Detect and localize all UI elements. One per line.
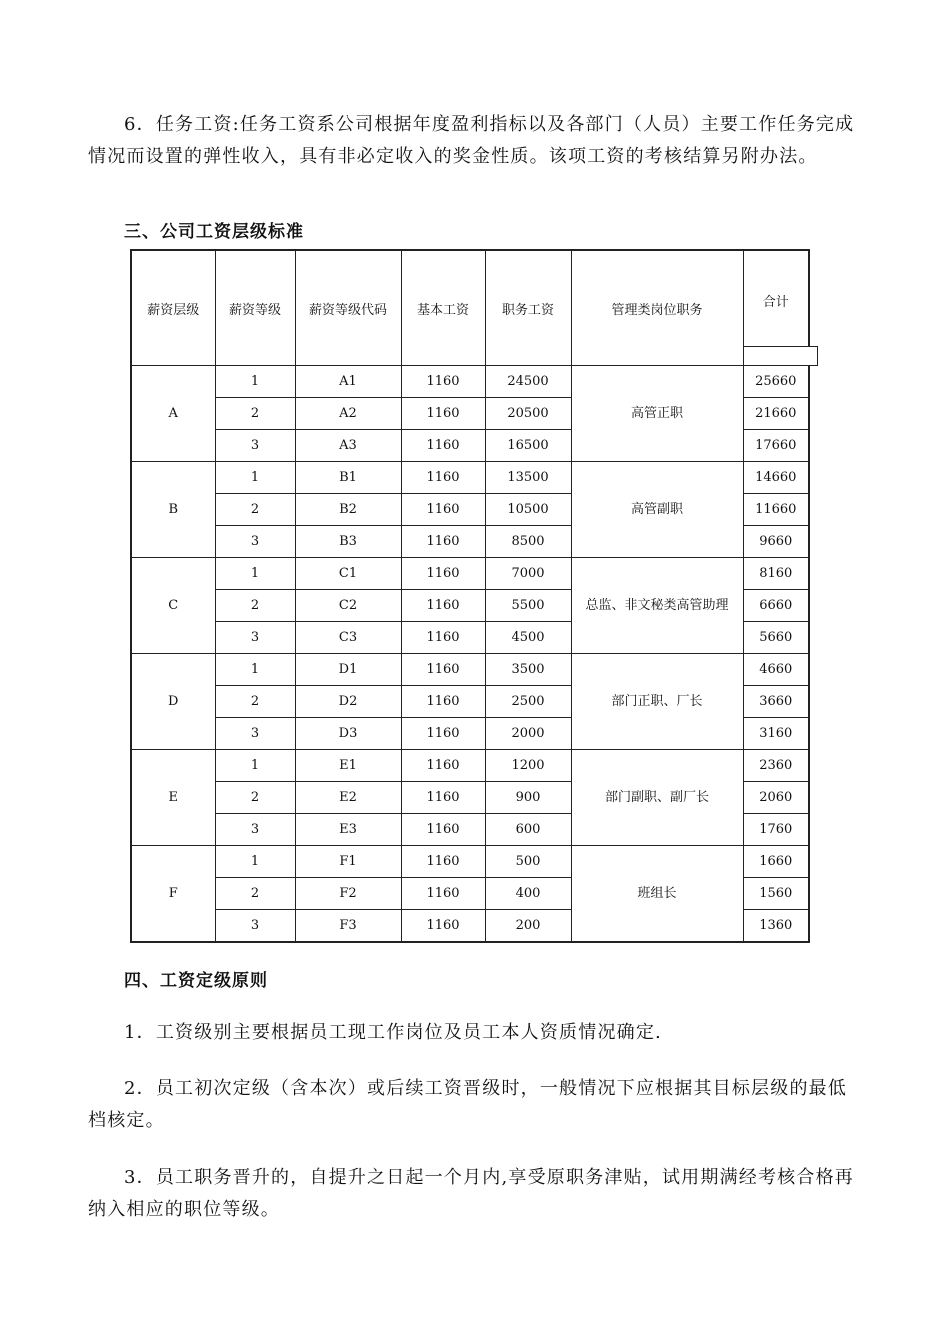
cell-code: E3 bbox=[295, 814, 401, 846]
cell-duty-wage: 13500 bbox=[485, 462, 571, 494]
cell-total: 4660 bbox=[743, 654, 809, 686]
cell-total: 11660 bbox=[743, 494, 809, 526]
paragraph-principle-1: 1．工资级别主要根据员工现工作岗位及员工本人资质情况确定. bbox=[124, 1022, 662, 1043]
cell-grade: 2 bbox=[215, 398, 295, 430]
cell-code: D1 bbox=[295, 654, 401, 686]
cell-total: 5660 bbox=[743, 622, 809, 654]
cell-base-wage: 1160 bbox=[401, 718, 485, 750]
cell-position: 部门副职、副厂长 bbox=[571, 750, 743, 846]
cell-base-wage: 1160 bbox=[401, 494, 485, 526]
cell-code: F3 bbox=[295, 910, 401, 943]
cell-total: 9660 bbox=[743, 526, 809, 558]
cell-code: A2 bbox=[295, 398, 401, 430]
salary-level-table bbox=[130, 249, 810, 943]
paragraph-task-wage: 6．任务工资:任务工资系公司根据年度盈利指标以及各部门（人员）主要工作任务完成情况而设置的弹性收入，具有非必定收入的奖金性质。该项工资的考核结算另附办法。 bbox=[88, 114, 855, 167]
cell-code: B1 bbox=[295, 462, 401, 494]
cell-base-wage: 1160 bbox=[401, 686, 485, 718]
cell-grade: 3 bbox=[215, 718, 295, 750]
paragraph-principle-2: 2．员工初次定级（含本次）或后续工资晋级时，一般情况下应根据其目标层级的最低档核定。 bbox=[88, 1078, 848, 1131]
cell-duty-wage: 5500 bbox=[485, 590, 571, 622]
cell-total: 6660 bbox=[743, 590, 809, 622]
cell-code: E1 bbox=[295, 750, 401, 782]
cell-total: 8160 bbox=[743, 558, 809, 590]
cell-total: 1660 bbox=[743, 846, 809, 878]
cell-duty-wage: 8500 bbox=[485, 526, 571, 558]
cell-code: D3 bbox=[295, 718, 401, 750]
cell-base-wage: 1160 bbox=[401, 910, 485, 943]
cell-duty-wage: 24500 bbox=[485, 366, 571, 398]
cell-total: 1760 bbox=[743, 814, 809, 846]
cell-base-wage: 1160 bbox=[401, 878, 485, 910]
cell-duty-wage: 10500 bbox=[485, 494, 571, 526]
cell-position: 部门正职、厂长 bbox=[571, 654, 743, 750]
cell-duty-wage: 2500 bbox=[485, 686, 571, 718]
cell-grade: 1 bbox=[215, 462, 295, 494]
cell-base-wage: 1160 bbox=[401, 782, 485, 814]
cell-code: D2 bbox=[295, 686, 401, 718]
table-row bbox=[131, 750, 809, 782]
cell-level: E bbox=[131, 750, 215, 846]
cell-duty-wage: 200 bbox=[485, 910, 571, 943]
cell-total: 3660 bbox=[743, 686, 809, 718]
table-row bbox=[131, 558, 809, 590]
cell-duty-wage: 16500 bbox=[485, 430, 571, 462]
cell-grade: 3 bbox=[215, 814, 295, 846]
cell-total: 2360 bbox=[743, 750, 809, 782]
cell-position: 总监、非文秘类高管助理 bbox=[571, 558, 743, 654]
header-base-wage: 基本工资 bbox=[401, 250, 485, 366]
cell-code: C2 bbox=[295, 590, 401, 622]
table-row bbox=[131, 654, 809, 686]
cell-grade: 1 bbox=[215, 366, 295, 398]
cell-position: 班组长 bbox=[571, 846, 743, 943]
cell-total: 25660 bbox=[743, 366, 809, 398]
cell-total: 14660 bbox=[743, 462, 809, 494]
cell-grade: 3 bbox=[215, 910, 295, 943]
table-row bbox=[131, 462, 809, 494]
header-position: 管理类岗位职务 bbox=[571, 250, 743, 366]
cell-grade: 1 bbox=[215, 558, 295, 590]
cell-base-wage: 1160 bbox=[401, 430, 485, 462]
header-total-label: 合计 bbox=[762, 295, 789, 310]
cell-total: 3160 bbox=[743, 718, 809, 750]
cell-total: 21660 bbox=[743, 398, 809, 430]
cell-grade: 2 bbox=[215, 878, 295, 910]
cell-base-wage: 1160 bbox=[401, 558, 485, 590]
cell-grade: 2 bbox=[215, 590, 295, 622]
cell-duty-wage: 3500 bbox=[485, 654, 571, 686]
cell-grade: 3 bbox=[215, 526, 295, 558]
cell-code: F1 bbox=[295, 846, 401, 878]
cell-duty-wage: 500 bbox=[485, 846, 571, 878]
cell-code: A1 bbox=[295, 366, 401, 398]
cell-grade: 2 bbox=[215, 686, 295, 718]
cell-duty-wage: 600 bbox=[485, 814, 571, 846]
cell-level: D bbox=[131, 654, 215, 750]
header-total-box bbox=[743, 346, 819, 366]
cell-code: C1 bbox=[295, 558, 401, 590]
cell-code: F2 bbox=[295, 878, 401, 910]
header-grade: 薪资等级 bbox=[215, 250, 295, 366]
cell-base-wage: 1160 bbox=[401, 846, 485, 878]
cell-code: C3 bbox=[295, 622, 401, 654]
section-heading-salary-standard: 三、公司工资层级标准 bbox=[124, 222, 304, 242]
header-duty-wage: 职务工资 bbox=[485, 250, 571, 366]
section-heading-grading-principles: 四、工资定级原则 bbox=[124, 971, 268, 991]
cell-total: 1560 bbox=[743, 878, 809, 910]
cell-grade: 1 bbox=[215, 846, 295, 878]
cell-base-wage: 1160 bbox=[401, 814, 485, 846]
cell-grade: 3 bbox=[215, 622, 295, 654]
cell-grade: 1 bbox=[215, 654, 295, 686]
cell-position: 高管副职 bbox=[571, 462, 743, 558]
cell-code: A3 bbox=[295, 430, 401, 462]
cell-code: E2 bbox=[295, 782, 401, 814]
cell-code: B2 bbox=[295, 494, 401, 526]
cell-position: 高管正职 bbox=[571, 366, 743, 462]
cell-base-wage: 1160 bbox=[401, 622, 485, 654]
table-row bbox=[131, 366, 809, 398]
cell-level: A bbox=[131, 366, 215, 462]
cell-duty-wage: 1200 bbox=[485, 750, 571, 782]
cell-duty-wage: 7000 bbox=[485, 558, 571, 590]
cell-level: C bbox=[131, 558, 215, 654]
cell-level: F bbox=[131, 846, 215, 943]
header-code: 薪资等级代码 bbox=[295, 250, 401, 366]
cell-code: B3 bbox=[295, 526, 401, 558]
cell-grade: 2 bbox=[215, 494, 295, 526]
table-header-row bbox=[131, 250, 809, 366]
cell-duty-wage: 400 bbox=[485, 878, 571, 910]
cell-total: 1360 bbox=[743, 910, 809, 943]
cell-level: B bbox=[131, 462, 215, 558]
cell-grade: 1 bbox=[215, 750, 295, 782]
cell-duty-wage: 20500 bbox=[485, 398, 571, 430]
cell-duty-wage: 4500 bbox=[485, 622, 571, 654]
cell-base-wage: 1160 bbox=[401, 750, 485, 782]
header-level: 薪资层级 bbox=[131, 250, 215, 366]
table-row bbox=[131, 846, 809, 878]
cell-base-wage: 1160 bbox=[401, 398, 485, 430]
cell-duty-wage: 2000 bbox=[485, 718, 571, 750]
cell-grade: 3 bbox=[215, 430, 295, 462]
cell-total: 2060 bbox=[743, 782, 809, 814]
cell-base-wage: 1160 bbox=[401, 654, 485, 686]
paragraph-principle-3: 3．员工职务晋升的，自提升之日起一个月内,享受原职务津贴，试用期满经考核合格再纳入相应的职位等级。 bbox=[88, 1167, 854, 1220]
cell-base-wage: 1160 bbox=[401, 526, 485, 558]
cell-base-wage: 1160 bbox=[401, 366, 485, 398]
cell-base-wage: 1160 bbox=[401, 590, 485, 622]
cell-grade: 2 bbox=[215, 782, 295, 814]
cell-duty-wage: 900 bbox=[485, 782, 571, 814]
cell-total: 17660 bbox=[743, 430, 809, 462]
header-total bbox=[743, 250, 809, 366]
cell-base-wage: 1160 bbox=[401, 462, 485, 494]
